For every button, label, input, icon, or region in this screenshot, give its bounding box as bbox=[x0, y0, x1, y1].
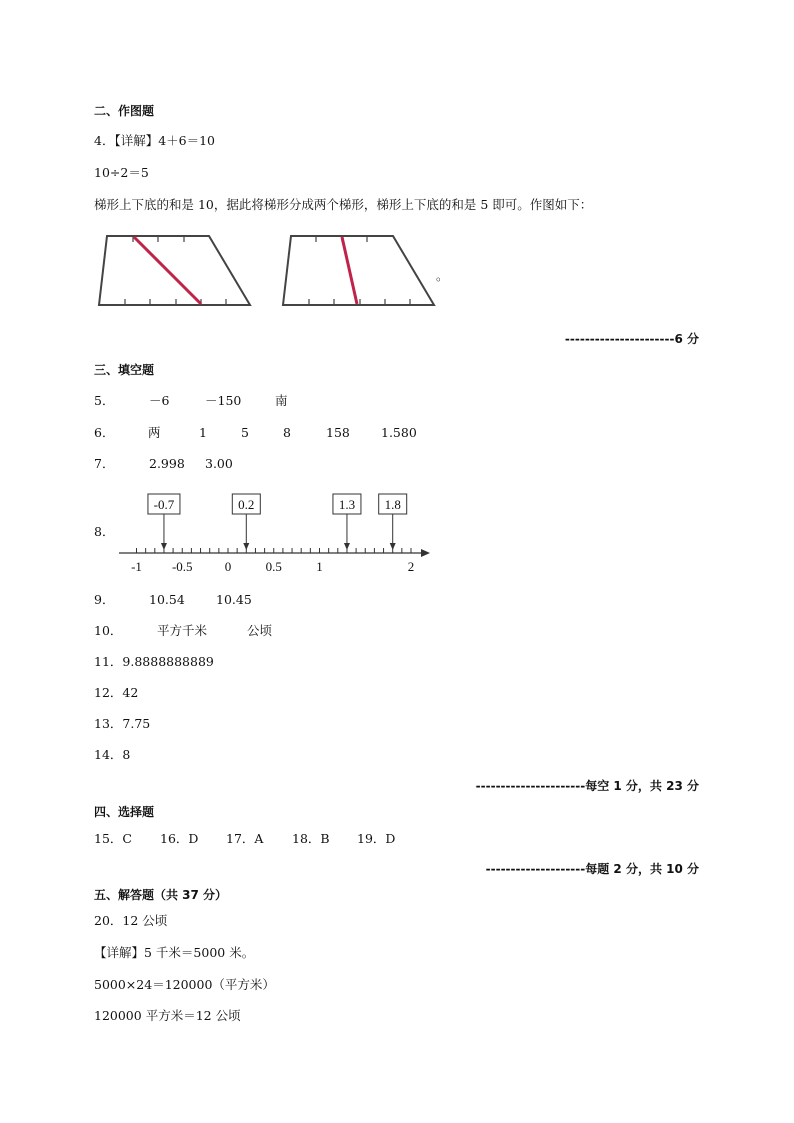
q6-answer-c: 5 bbox=[241, 425, 249, 440]
q4-line-3: 梯形上下底的和是 10，据此将梯形分成两个梯形，梯形上下底的和是 5 即可。作图如下： bbox=[94, 197, 593, 212]
section-heading-drawing: 二、作图题 bbox=[94, 104, 155, 118]
q6-answer-a: 两 bbox=[148, 425, 161, 440]
q6-number: 6． bbox=[94, 425, 115, 440]
q11-answer: 11．9.8888888889 bbox=[94, 654, 214, 669]
score-section-2: ----------------------6 分 bbox=[564, 332, 699, 346]
number-line-label: 2 bbox=[407, 559, 415, 574]
q4-line-1: 4．【详解】4＋6＝10 bbox=[94, 133, 216, 148]
q6-answer-b: 1 bbox=[199, 425, 207, 440]
value-box-label: -0.7 bbox=[153, 497, 175, 512]
choice-answer-18: 18．B bbox=[292, 831, 330, 846]
choice-answer-19: 19．D bbox=[357, 831, 396, 846]
q10-number: 10． bbox=[94, 623, 123, 638]
q13-answer: 13．7.75 bbox=[94, 716, 151, 731]
q5-answer-b: －150 bbox=[205, 393, 242, 408]
q20-detail-1: 【详解】5 千米＝5000 米。 bbox=[94, 945, 255, 960]
number-line-label: 0 bbox=[224, 559, 232, 574]
number-line-arrowhead bbox=[421, 549, 430, 557]
q12-answer: 12．42 bbox=[94, 685, 139, 700]
q6-answer-f: 1.580 bbox=[381, 425, 417, 440]
score-section-3: ----------------------每空 1 分，共 23 分 bbox=[475, 779, 699, 793]
figure-period: 。 bbox=[436, 268, 449, 283]
q20-detail-3: 120000 平方米＝12 公顷 bbox=[94, 1008, 241, 1023]
q10-answer-a: 平方千米 bbox=[157, 623, 208, 638]
q8-number: 8． bbox=[94, 524, 115, 539]
score-section-4: --------------------每题 2 分，共 10 分 bbox=[485, 862, 699, 876]
q6-answer-d: 8 bbox=[283, 425, 291, 440]
number-line-label: 1 bbox=[316, 559, 323, 574]
section-heading-solution: 五、解答题（共 37 分） bbox=[94, 888, 228, 902]
q5-number: 5． bbox=[94, 393, 115, 408]
q4-line-2: 10÷2＝5 bbox=[94, 165, 149, 180]
q10-answer-b: 公顷 bbox=[247, 623, 273, 638]
q14-answer: 14．8 bbox=[94, 747, 131, 762]
q5-answer-a: －6 bbox=[149, 393, 170, 408]
value-box-label: 0.2 bbox=[238, 497, 255, 512]
value-pointer-arrowhead bbox=[344, 543, 350, 550]
number-line-label: 0.5 bbox=[265, 559, 282, 574]
q6-answer-e: 158 bbox=[326, 425, 350, 440]
q20-detail-2: 5000×24＝120000（平方米） bbox=[94, 977, 275, 992]
q7-number: 7． bbox=[94, 456, 115, 471]
number-line-label: -1 bbox=[131, 559, 142, 574]
choice-answer-15: 15．C bbox=[94, 831, 132, 846]
q9-answer-a: 10.54 bbox=[149, 592, 185, 607]
value-box-label: 1.3 bbox=[338, 497, 356, 512]
value-pointer-arrowhead bbox=[243, 543, 249, 550]
section-heading-fill-in: 三、填空题 bbox=[94, 363, 155, 377]
q5-answer-c: 南 bbox=[275, 393, 288, 408]
q9-answer-b: 10.45 bbox=[216, 592, 252, 607]
choice-answer-16: 16．D bbox=[160, 831, 199, 846]
q7-answer-a: 2.998 bbox=[149, 456, 185, 471]
q7-answer-b: 3.00 bbox=[205, 456, 233, 471]
value-box-label: 1.8 bbox=[384, 497, 401, 512]
value-pointer-arrowhead bbox=[161, 543, 167, 550]
number-line-label: -0.5 bbox=[171, 559, 193, 574]
choice-answer-17: 17．A bbox=[226, 831, 264, 846]
value-pointer-arrowhead bbox=[390, 543, 396, 550]
section-heading-choice: 四、选择题 bbox=[94, 805, 155, 819]
q20-answer: 20．12 公顷 bbox=[94, 913, 168, 928]
q9-number: 9． bbox=[94, 592, 115, 607]
